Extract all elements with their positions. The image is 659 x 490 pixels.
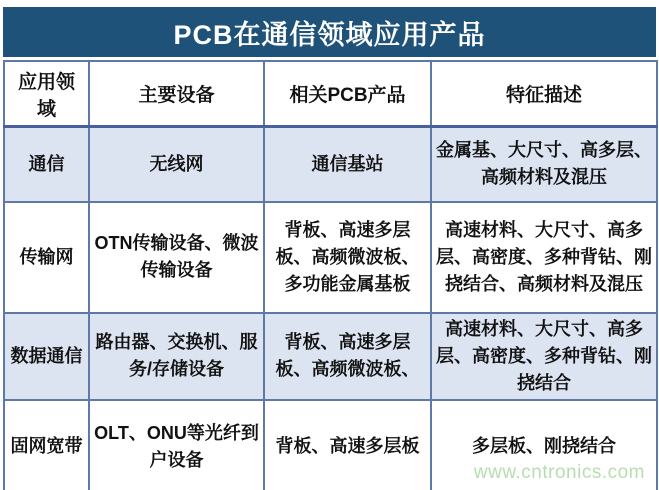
column-header-feature-description: 特征描述	[431, 61, 657, 127]
cell-field: 通信	[4, 127, 89, 202]
title-bar	[3, 7, 656, 57]
cell-equipment: 路由器、交换机、服务/存储设备	[89, 313, 264, 400]
cell-products: 背板、高速多层板、高频微波板、	[264, 313, 431, 400]
cell-products: 背板、高速多层板、高频微波板、多功能金属基板	[264, 202, 431, 313]
table-row-transmission-network	[4, 202, 657, 313]
header-row	[4, 61, 657, 127]
cell-features: 金属基、大尺寸、高多层、高频材料及混压	[431, 127, 657, 202]
cell-features: 多层板、刚挠结合	[431, 400, 657, 490]
table-row-data-communication	[4, 313, 657, 400]
cell-field: 传输网	[4, 202, 89, 313]
page-title: PCB在通信领域应用产品	[173, 19, 486, 50]
watermark-url: www.cntronics.com	[473, 462, 645, 483]
column-header-application-field: 应用领域	[4, 61, 89, 127]
table-row-fixed-broadband	[4, 400, 657, 490]
cell-equipment: OTN传输设备、微波传输设备	[89, 202, 264, 313]
column-header-related-pcb-products: 相关PCB产品	[264, 61, 431, 127]
cell-products: 通信基站	[264, 127, 431, 202]
cell-field: 固网宽带	[4, 400, 89, 490]
cell-features: 高速材料、大尺寸、高多层、高密度、多种背钻、刚挠结合、高频材料及混压	[431, 202, 657, 313]
table-row-communication	[4, 127, 657, 202]
cell-field: 数据通信	[4, 313, 89, 400]
column-header-main-equipment: 主要设备	[89, 61, 264, 127]
cell-features: 高速材料、大尺寸、高多层、高密度、多种背钻、刚挠结合	[431, 313, 657, 400]
cell-equipment: 无线网	[89, 127, 264, 202]
pcb-application-table	[3, 60, 658, 490]
cell-equipment: OLT、ONU等光纤到户设备	[89, 400, 264, 490]
cell-products: 背板、高速多层板	[264, 400, 431, 490]
